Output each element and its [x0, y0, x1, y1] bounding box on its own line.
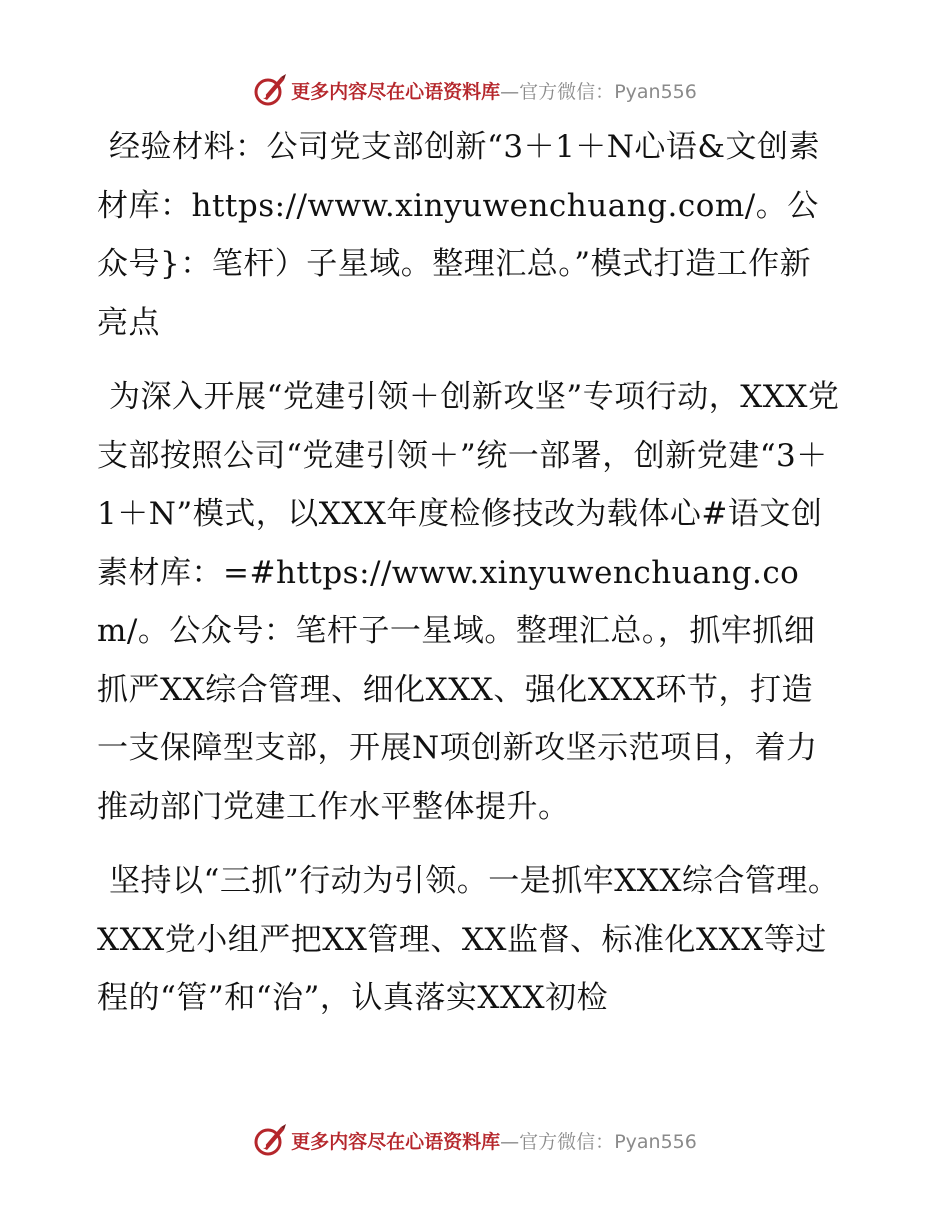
paragraph-three-grasps: 坚持以“三抓”行动为引领。一是抓牢XXX综合管理。XXX党小组严把XX管理、XX监督、标准化XXX等过程的“管”和“治”，认真落实XXX初检 — [97, 863, 840, 1016]
quill-logo-icon — [253, 73, 287, 107]
banner-wechat-label: 官方微信： — [519, 1130, 615, 1153]
paragraph-title: 经验材料：公司党支部创新“3＋1＋N心语&文创素材库：https://www.xinyuwenchuang.com/。公众号}：笔杆）子星域。整理汇总。”模式打造工作新亮点 — [97, 129, 821, 341]
header-banner — [0, 70, 950, 110]
banner-wechat-id: Pyan556 — [614, 80, 697, 103]
paragraph-intro: 为深入开展“党建引领＋创新攻坚”专项行动，XXX党支部按照公司“党建引领＋”统一部署，创新党建“3＋1＋N”模式，以XXX年度检修技改为载体心#语文创素材库：=#https://www.xinyuwenchuang.com/。公众号：笔杆子一星域。整理汇总。，抓牢抓细抓严XX综合管理、细化XXX、强化XXX环节，打造一支保障型支部，开展N项创新攻坚示范项目，着力推动部门党建工作水平整体提升。 — [97, 379, 840, 825]
banner-main-text: 更多内容尽在心语资料库 — [291, 1130, 501, 1153]
banner-dash: — — [500, 1130, 520, 1153]
banner-text — [291, 77, 697, 104]
banner-dash: — — [500, 80, 520, 103]
banner-wechat-id: Pyan556 — [614, 1130, 697, 1153]
quill-logo-icon — [253, 1123, 287, 1157]
banner-text — [291, 1127, 697, 1154]
banner-wechat-label: 官方微信： — [519, 80, 615, 103]
footer-banner — [0, 1120, 950, 1160]
document-body — [97, 118, 842, 1028]
banner-main-text: 更多内容尽在心语资料库 — [291, 80, 501, 103]
